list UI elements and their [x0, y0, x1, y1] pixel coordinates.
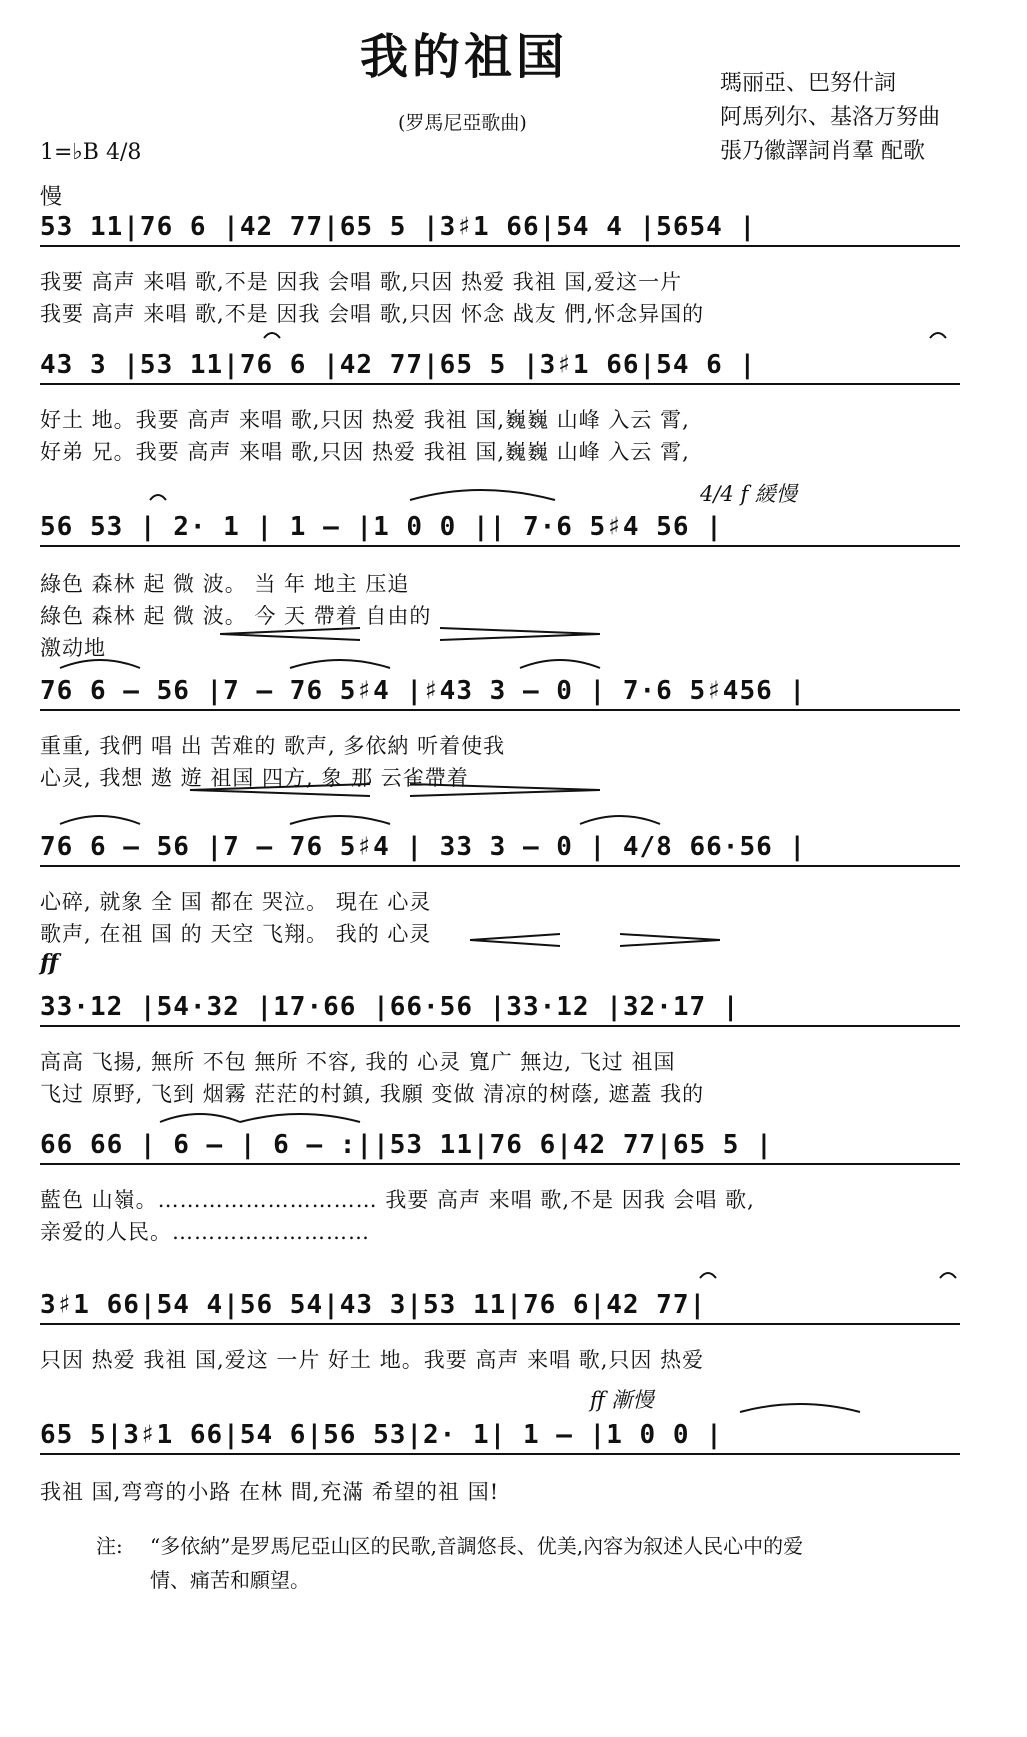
footnote-label: 注: — [96, 1534, 123, 1558]
fermata-3 — [150, 495, 166, 500]
slur-5 — [60, 816, 140, 824]
tempo-change-marking: 4/4 f 緩慢 — [700, 482, 797, 506]
slur-7 — [580, 816, 660, 824]
decrescendo-2 — [410, 784, 600, 796]
credit-lyricist: 瑪丽亞、巴努什詞 — [720, 71, 897, 96]
slur-6 — [290, 816, 390, 824]
credit-translator: 張乃徽譯詞肖羣 配歌 — [720, 139, 925, 164]
footnote-text-cont: 情、痛苦和願望。 — [150, 1568, 310, 1592]
lyric-line-9a: 我祖 国,弯弯的小路 在林 間,充滿 希望的祖 国! — [40, 1480, 500, 1504]
lyric-line-4a: 重重, 我們 唱 出 苦难的 歌声, 多依納 听着使我 — [40, 734, 506, 758]
final-tempo-marking: ff 漸慢 — [590, 1388, 654, 1412]
dynamic-marking-ff: ff — [40, 950, 59, 976]
slur-1 — [410, 490, 555, 500]
crescendo-1 — [220, 628, 360, 640]
notation-line-4: 76 6 — 56 |7 — 76 5♯4 |♯43 3 — 0 | 7·6 5♯456 | — [40, 676, 807, 706]
notation-line-2: 43 3 |53 11|76 6 |42 77|65 5 |3♯1 66|54 6 | — [40, 350, 757, 380]
fermata-4 — [700, 1273, 716, 1278]
notation-line-8: 3♯1 66|54 4|56 54|43 3|53 11|76 6|42 77| — [40, 1290, 707, 1320]
lyric-line-5a: 心碎, 就象 全 国 都在 哭泣。 現在 心灵 — [40, 890, 432, 914]
footnote-text: “多依納”是罗馬尼亞山区的民歌,音調悠長、优美,內容为叙述人民心中的爱 — [150, 1534, 804, 1558]
lyric-line-6b: 飞过 原野, 飞到 烟霧 茫茫的村鎮, 我願 变做 清凉的树蔭, 遮蓋 我的 — [40, 1082, 705, 1106]
notation-line-3: 56 53 | 2· 1 | 1 — |1 0 0 || 7·6 5♯4 56 | — [40, 512, 723, 542]
credit-composer: 阿馬列尔、基洛万努曲 — [720, 105, 941, 130]
crescendo-2 — [190, 784, 370, 796]
slur-8 — [160, 1114, 240, 1122]
slur-2 — [60, 660, 140, 668]
notation-line-9: 65 5|3♯1 66|54 6|56 53|2· 1| 1 — |1 0 0 | — [40, 1420, 723, 1450]
notation-line-1: 53 11|76 6 |42 77|65 5 |3♯1 66|54 4 |5654 | — [40, 212, 757, 242]
key-signature: 1=♭B 4/8 — [40, 140, 142, 165]
lyric-line-1b: 我要 高声 来唱 歌,不是 因我 会唱 歌,只因 怀念 战友 們,怀念异国的 — [40, 302, 705, 326]
notation-line-6: 33·12 |54·32 |17·66 |66·56 |33·12 |32·17 | — [40, 992, 740, 1022]
fermata-1 — [264, 333, 280, 338]
lyric-line-7a: 藍色 山嶺。………………………… 我要 高声 来唱 歌,不是 因我 会唱 歌, — [40, 1188, 755, 1212]
slur-10 — [740, 1404, 860, 1412]
slur-3 — [290, 660, 390, 668]
lyric-line-7b: 亲爱的人民。……………………… — [40, 1220, 370, 1244]
crescendo-3 — [470, 934, 560, 946]
lyric-line-4b: 心灵, 我想 遨 遊 祖国 四方, 象 那 云雀帶着 — [40, 766, 469, 790]
decrescendo-3 — [620, 934, 720, 946]
fermata-5 — [940, 1273, 956, 1278]
notation-line-7: 66 66 | 6 — | 6 — :||53 11|76 6|42 77|65 5 | — [40, 1130, 773, 1160]
lyric-line-2a: 好土 地。我要 高声 来唱 歌,只因 热爱 我祖 国,巍巍 山峰 入云 霄, — [40, 408, 690, 432]
lyric-line-3c: 激动地 — [40, 636, 106, 660]
lyric-line-2b: 好弟 兄。我要 高声 来唱 歌,只因 热爱 我祖 国,巍巍 山峰 入云 霄, — [40, 440, 690, 464]
lyric-line-8a: 只因 热爱 我祖 国,爱这 一片 好土 地。我要 高声 来唱 歌,只因 热爱 — [40, 1348, 705, 1372]
lyric-line-6a: 高高 飞揚, 無所 不包 無所 不容, 我的 心灵 寬广 無边, 飞过 祖国 — [40, 1050, 676, 1074]
slur-4 — [520, 660, 600, 668]
slur-9 — [240, 1114, 360, 1122]
tempo-marking: 慢 — [40, 185, 63, 210]
lyric-line-1a: 我要 高声 来唱 歌,不是 因我 会唱 歌,只因 热爱 我祖 国,爱这一片 — [40, 270, 683, 294]
lyric-line-3a: 綠色 森林 起 微 波。 当 年 地主 压追 — [40, 572, 410, 596]
fermata-2 — [930, 333, 946, 338]
page-title: 我的祖国 — [360, 29, 569, 85]
lyric-line-3b: 綠色 森林 起 微 波。 今 天 帶着 自由的 — [40, 604, 432, 628]
notation-line-5: 76 6 — 56 |7 — 76 5♯4 | 33 3 — 0 | 4/8 66·56 | — [40, 832, 807, 862]
decrescendo-1 — [440, 628, 600, 640]
lyric-line-5b: 歌声, 在祖 国 的 天空 飞翔。 我的 心灵 — [40, 922, 432, 946]
song-subtitle: (罗馬尼亞歌曲) — [398, 112, 527, 134]
